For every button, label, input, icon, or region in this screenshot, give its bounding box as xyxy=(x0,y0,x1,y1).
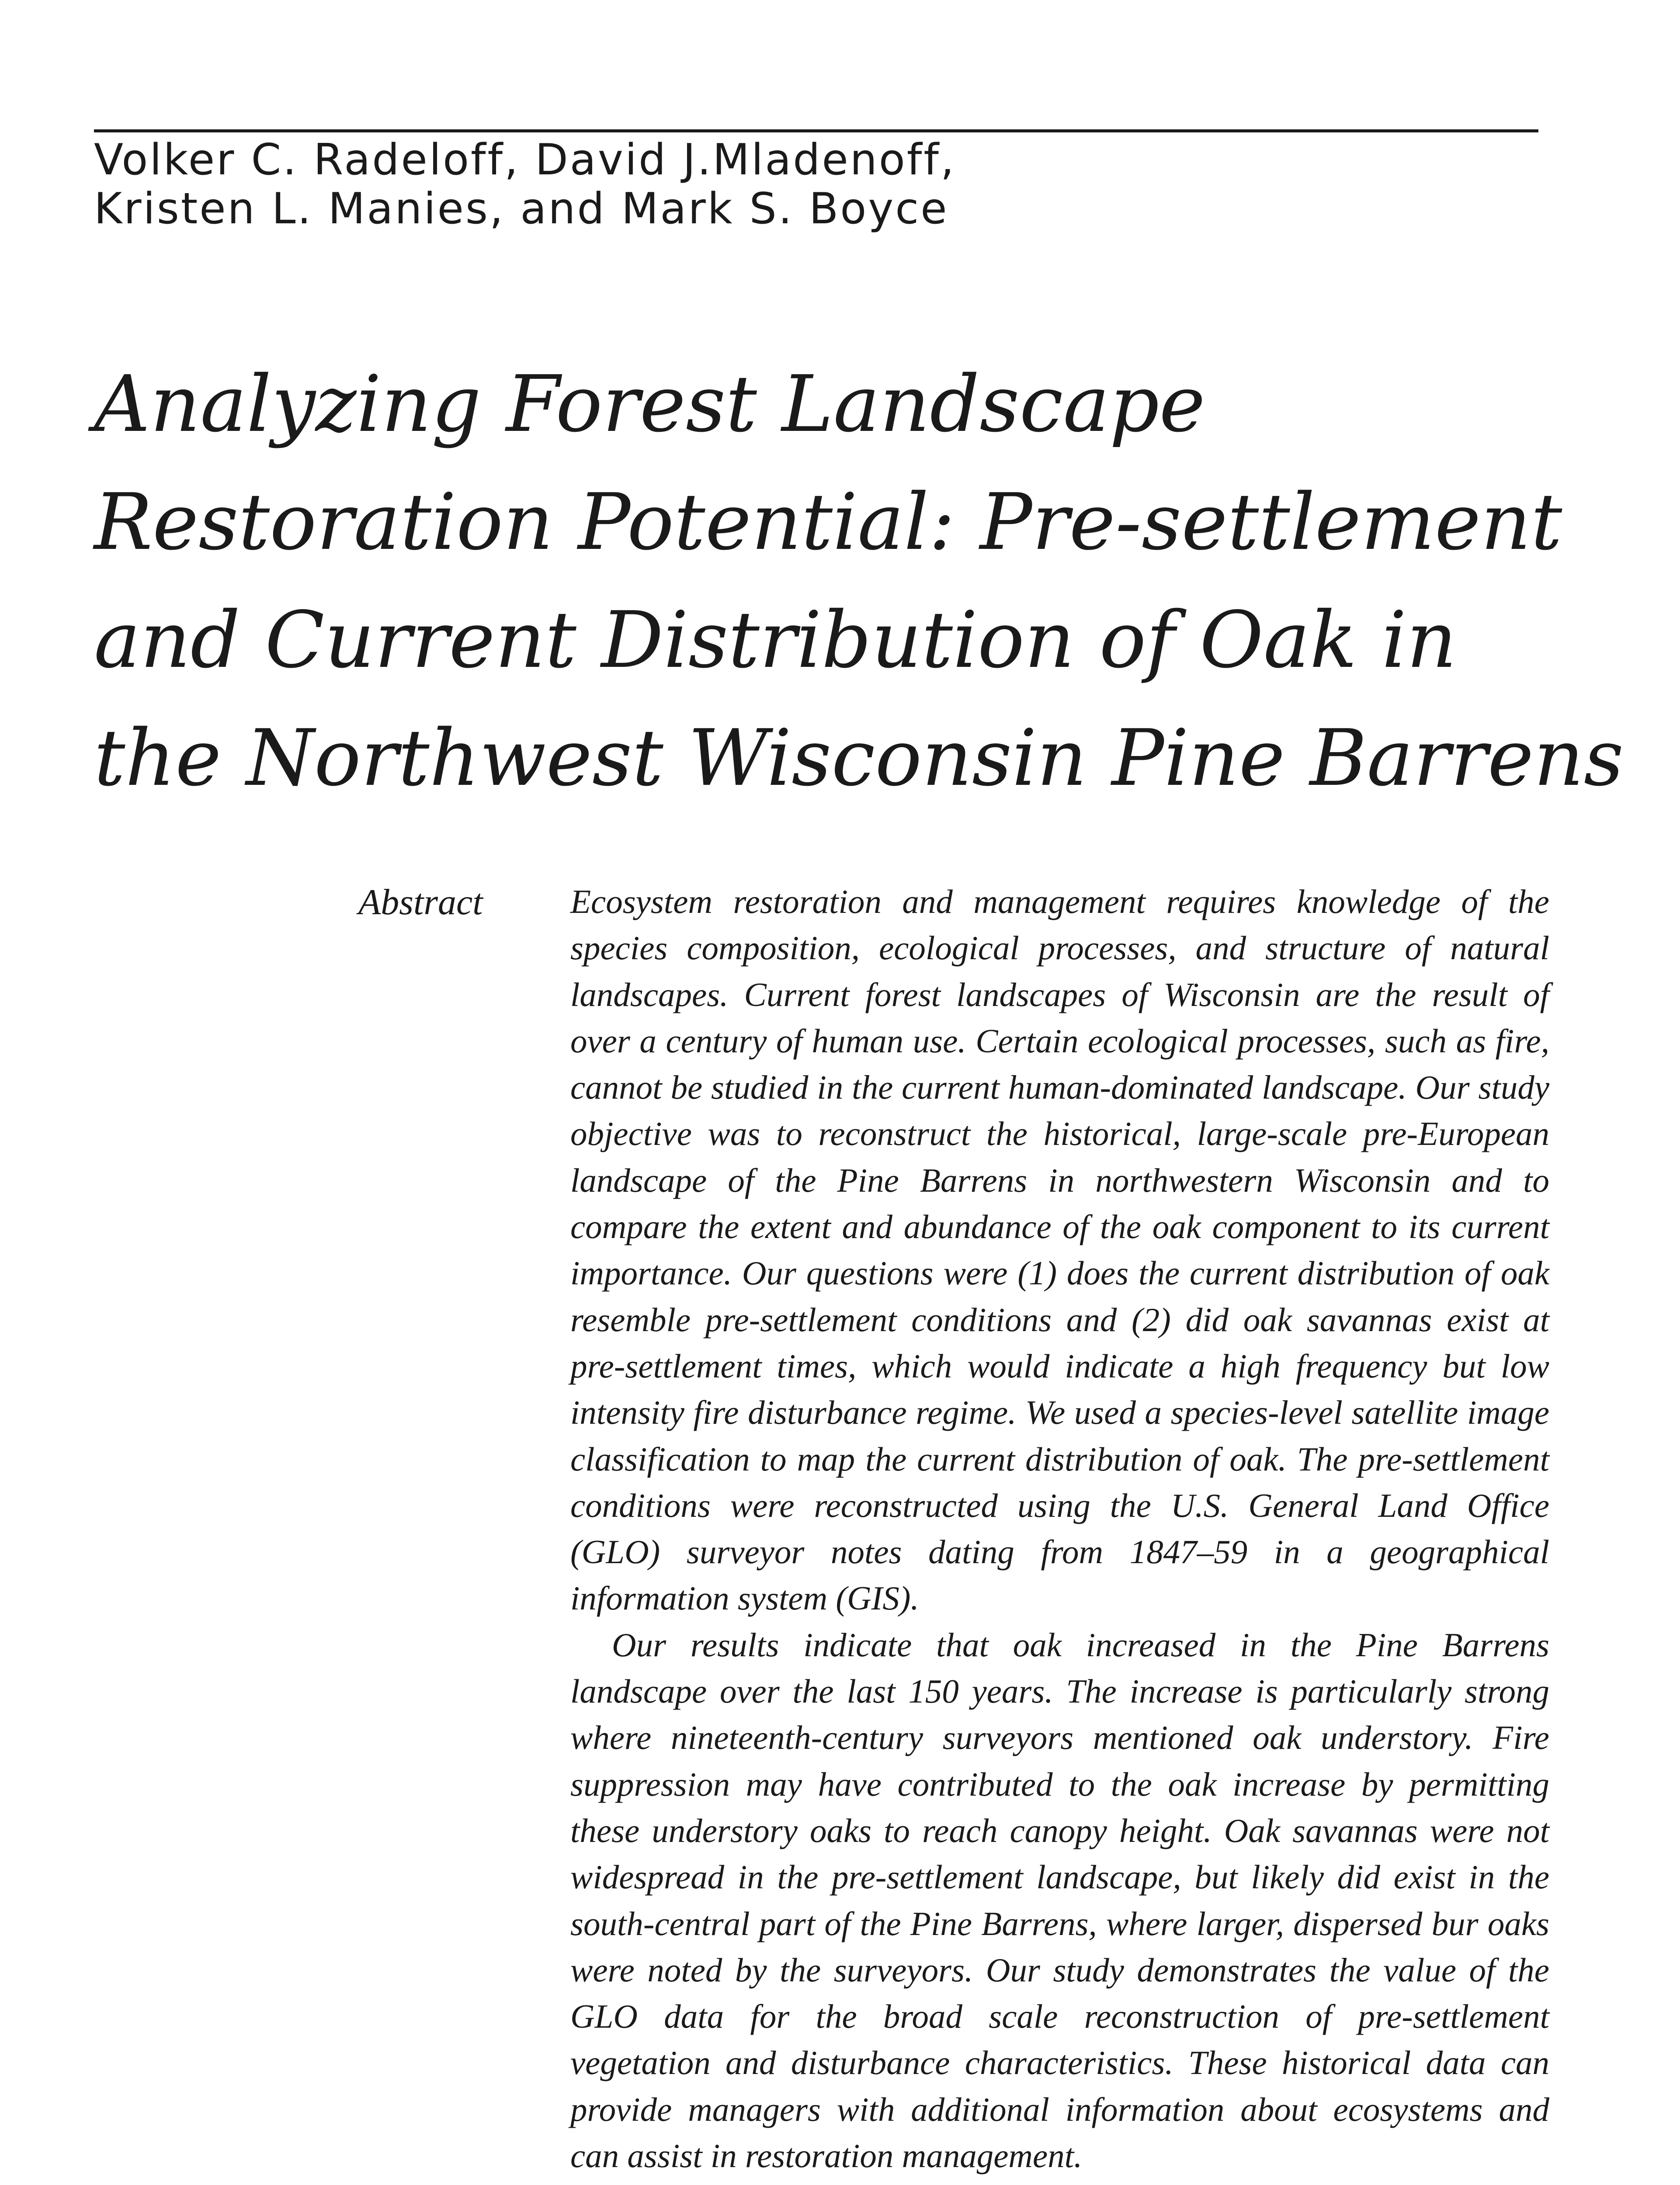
title-line-3: and Current Distribution of Oak in xyxy=(94,595,1457,685)
header-rule xyxy=(94,129,1538,132)
abstract-paragraph-1: Ecosystem restoration and management requires knowledge of the species composition, ecological processes, and structure of natural landscapes. Current forest landscapes of Wisconsin are the result of over a century of human use. Certain ecological processes, such as fire, cannot be studied in the current human-dominated landscape. Our study objective was to reconstruct the historical, large-scale pre-European landscape of the Pine Barrens in northwestern Wisconsin and to compare the extent and abundance of the oak component to its current importance. Our questions were (1) does the current distribution of oak resemble pre-settlement conditions and (2) did oak savannas exist at pre-settlement times, which would indicate a high frequency but low intensity fire disturbance regime. We used a species-level satellite image classification to map the current distribution of oak. The pre-settlement conditions were reconstructed using the U.S. General Land Office (GLO) surveyor notes dating from 1847–59 in a geographical information system (GIS). xyxy=(570,883,1549,1617)
title-line-2: Restoration Potential: Pre-settlement xyxy=(94,477,1562,567)
author-list xyxy=(94,135,1405,233)
author-line-2: Kristen L. Manies, and Mark S. Boyce xyxy=(94,184,949,234)
abstract-body xyxy=(570,878,1549,2179)
author-line-1: Volker C. Radeloff, David J.Mladenoff, xyxy=(94,135,956,185)
abstract-paragraph-2: Our results indicate that oak increased in the Pine Barrens landscape over the last 150 years. The increase is particularly strong where nineteenth-century surveyors mentioned oak understory. Fire suppression may have contributed to the oak increase by permitting these understory oaks to reach canopy height. Oak savannas were not widespread in the pre-settlement landscape, but likely did exist in the south-central part of the Pine Barrens, where larger, dispersed bur oaks were noted by the surveyors. Our study demonstrates the value of the GLO data for the broad scale reconstruction of pre-settlement vegetation and disturbance characteristics. These historical data can provide managers with additional information about ecosystems and can assist in restoration management. xyxy=(570,1626,1549,2175)
article-title xyxy=(94,345,1624,817)
title-line-4: the Northwest Wisconsin Pine Barrens xyxy=(94,713,1624,803)
abstract-label: Abstract xyxy=(358,882,483,923)
title-line-1: Analyzing Forest Landscape xyxy=(94,359,1205,449)
